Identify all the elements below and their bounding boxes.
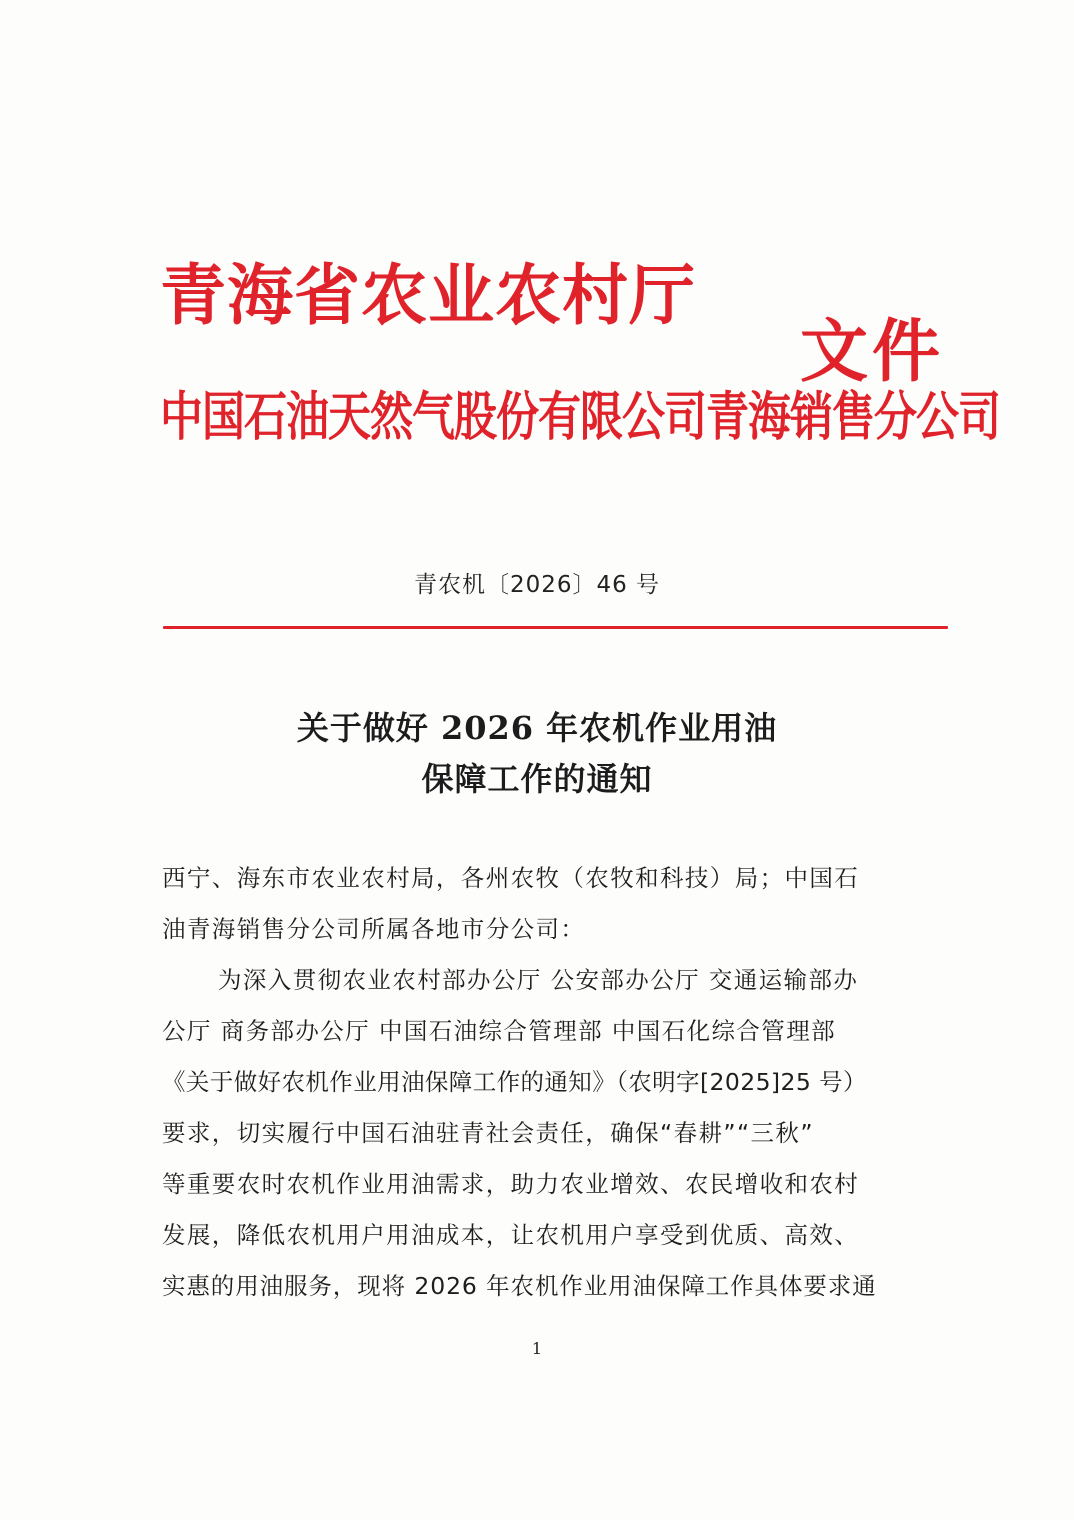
body-line-1: 西宁、海东市农业农村局，各州农牧（农牧和科技）局；中国石 <box>162 864 860 892</box>
body-line-5: 《关于做好农机作业用油保障工作的通知》（农明字[2025]25 号） <box>162 1068 867 1096</box>
issuer-suffix-wenjian: 文件 <box>800 312 945 392</box>
notice-title-line-2: 保障工作的通知 <box>421 760 653 798</box>
notice-title-line-1: 关于做好 2026 年农机作业用油 <box>296 709 778 747</box>
body-line-2: 油青海销售分公司所属各地市分公司： <box>162 915 586 943</box>
issuer-secondary-heading: 中国石油天然气股份有限公司青海销售分公司 <box>160 387 1000 449</box>
body-line-6: 要求，切实履行中国石油驻青社会责任，确保“春耕”“三秋” <box>162 1119 814 1147</box>
body-line-8: 发展，降低农机用户用油成本，让农机用户享受到优质、高效、 <box>162 1221 860 1249</box>
issuer-primary-heading: 青海省农业农村厅 <box>160 256 696 334</box>
document-number: 青农机〔2026〕46 号 <box>413 572 661 598</box>
red-divider-line <box>163 626 948 629</box>
body-line-9: 实惠的用油服务，现将 2026 年农机作业用油保障工作具体要求通 <box>162 1272 877 1300</box>
body-line-4: 公厅 商务部办公厅 中国石油综合管理部 中国石化综合管理部 <box>162 1017 837 1045</box>
body-line-3: 为深入贯彻农业农村部办公厅 公安部办公厅 交通运输部办 <box>218 966 859 994</box>
body-line-7: 等重要农时农机作业用油需求，助力农业增效、农民增收和农村 <box>162 1170 860 1198</box>
page-number: 1 <box>531 1339 543 1358</box>
